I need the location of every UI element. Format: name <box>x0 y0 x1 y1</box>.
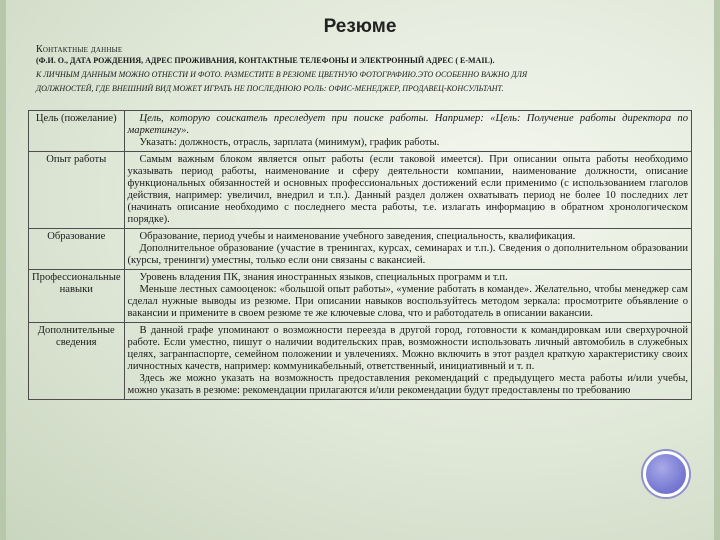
right-frame-strip <box>714 0 720 540</box>
page-title: Резюме <box>323 16 397 37</box>
decorative-circle <box>643 451 689 497</box>
contact-heading: Контактные данные <box>36 44 123 55</box>
section-paragraph: В данной графе упоминают о возможности переезда в другой город, готовности к командировкам или сверхурочной работе. Если уместно, пишут о наличии водительских прав, возможности использовать личный автомобиль в служебных целях, загранпаспорте, семейном положении и увлечениях. Можно включить в этот раздел краткую характеристику своих личностных качеств, например: коммуникабельный, ответственный, инициативный и т. п. <box>127 325 688 372</box>
section-paragraph: Здесь же можно указать на возможность предоставления рекомендаций с предыдущего места работы и/или учебы, можно указать в резюме: рекомендации прилагаются и/или рекомендации будут предоставлены по требованию <box>127 373 688 396</box>
section-text-education <box>124 229 691 270</box>
section-paragraph: Указать: должность, отрасль, зарплата (минимум), график работы. <box>139 137 440 148</box>
section-label-additional: Дополнительные сведения <box>29 323 125 400</box>
section-label-education: Образование <box>29 229 125 270</box>
table-row-additional <box>29 323 692 400</box>
section-paragraph: Меньше лестных самооценок: «большой опыт работы», «умение работать в команде». Желательно, чтобы менеджер сам сделал нужные выводы из резюме. При описании навыков воспользуйтесь методом зеркала: просмотрите объявление о вакансии и примените в своем резюме те же ключевые слова, что и работодатель в описании вакансии. <box>127 284 688 319</box>
section-label-goal: Цель (пожелание) <box>29 111 125 152</box>
table-row-education <box>29 229 692 270</box>
left-frame-strip <box>0 0 6 540</box>
section-text-goal <box>124 111 691 152</box>
section-paragraph: Самым важным блоком является опыт работы (если таковой имеется). При описании опыта работы необходимо указывать период работы, наименование и сферу деятельности компании, наименование должности, описание функциональных обязанностей и основных профессиональных достижений если применимо (с использованием глаголов действия, например: увеличил, внедрил и т.п.). Данный раздел должен охватывать период не более 10 последних лет (начинать описание необходимо с последнего места работы, т.е. излагать информацию в обратном хронологическом порядке). <box>127 154 688 225</box>
section-text-experience <box>124 152 691 229</box>
contact-details-line: (Ф.И. О., ДАТА РОЖДЕНИЯ, АДРЕС ПРОЖИВАНИЯ, КОНТАКТНЫЕ ТЕЛЕФОНЫ И ЭЛЕКТРОННЫЙ АДРЕС ( E-MAIL). <box>36 56 495 65</box>
section-paragraph: Уровень владения ПК, знания иностранных языков, специальных программ и т.п. <box>139 272 508 283</box>
table-row-goal <box>29 111 692 152</box>
section-text-additional <box>124 323 691 400</box>
resume-sections-table <box>28 110 692 400</box>
section-text-skills <box>124 270 691 323</box>
photo-note-line: К ЛИЧНЫМ ДАННЫМ МОЖНО ОТНЕСТИ И ФОТО. РАЗМЕСТИТЕ В РЕЗЮМЕ ЦВЕТНУЮ ФОТОГРАФИЮ.ЭТО ОСОБЕННО ВАЖНО ДЛЯ <box>36 70 528 79</box>
section-paragraph: Цель, которую соискатель преследует при поиске работы. Например: «Цель: Получение работы директора по маркетингу». <box>127 113 688 136</box>
photo-note-continued-line: ДОЛЖНОСТЕЙ, ГДЕ ВНЕШНИЙ ВИД МОЖЕТ ИГРАТЬ НЕ ПОСЛЕДНЮЮ РОЛЬ: ОФИС-МЕНЕДЖЕР, ПРОДАВЕЦ-КОНСУЛЬТАНТ. <box>36 84 504 93</box>
section-label-experience: Опыт работы <box>29 152 125 229</box>
section-label-skills: Профессиональные навыки <box>29 270 125 323</box>
table-row-experience <box>29 152 692 229</box>
section-paragraph: Дополнительное образование (участие в тренингах, курсах, семинарах и т.п.). Сведения о дополнительном образовании (курсы, тренинги) уместны, только если они связаны с вакансией. <box>127 243 688 266</box>
table-row-skills <box>29 270 692 323</box>
section-paragraph: Образование, период учебы и наименование учебного заведения, специальность, квалификация. <box>139 231 576 242</box>
